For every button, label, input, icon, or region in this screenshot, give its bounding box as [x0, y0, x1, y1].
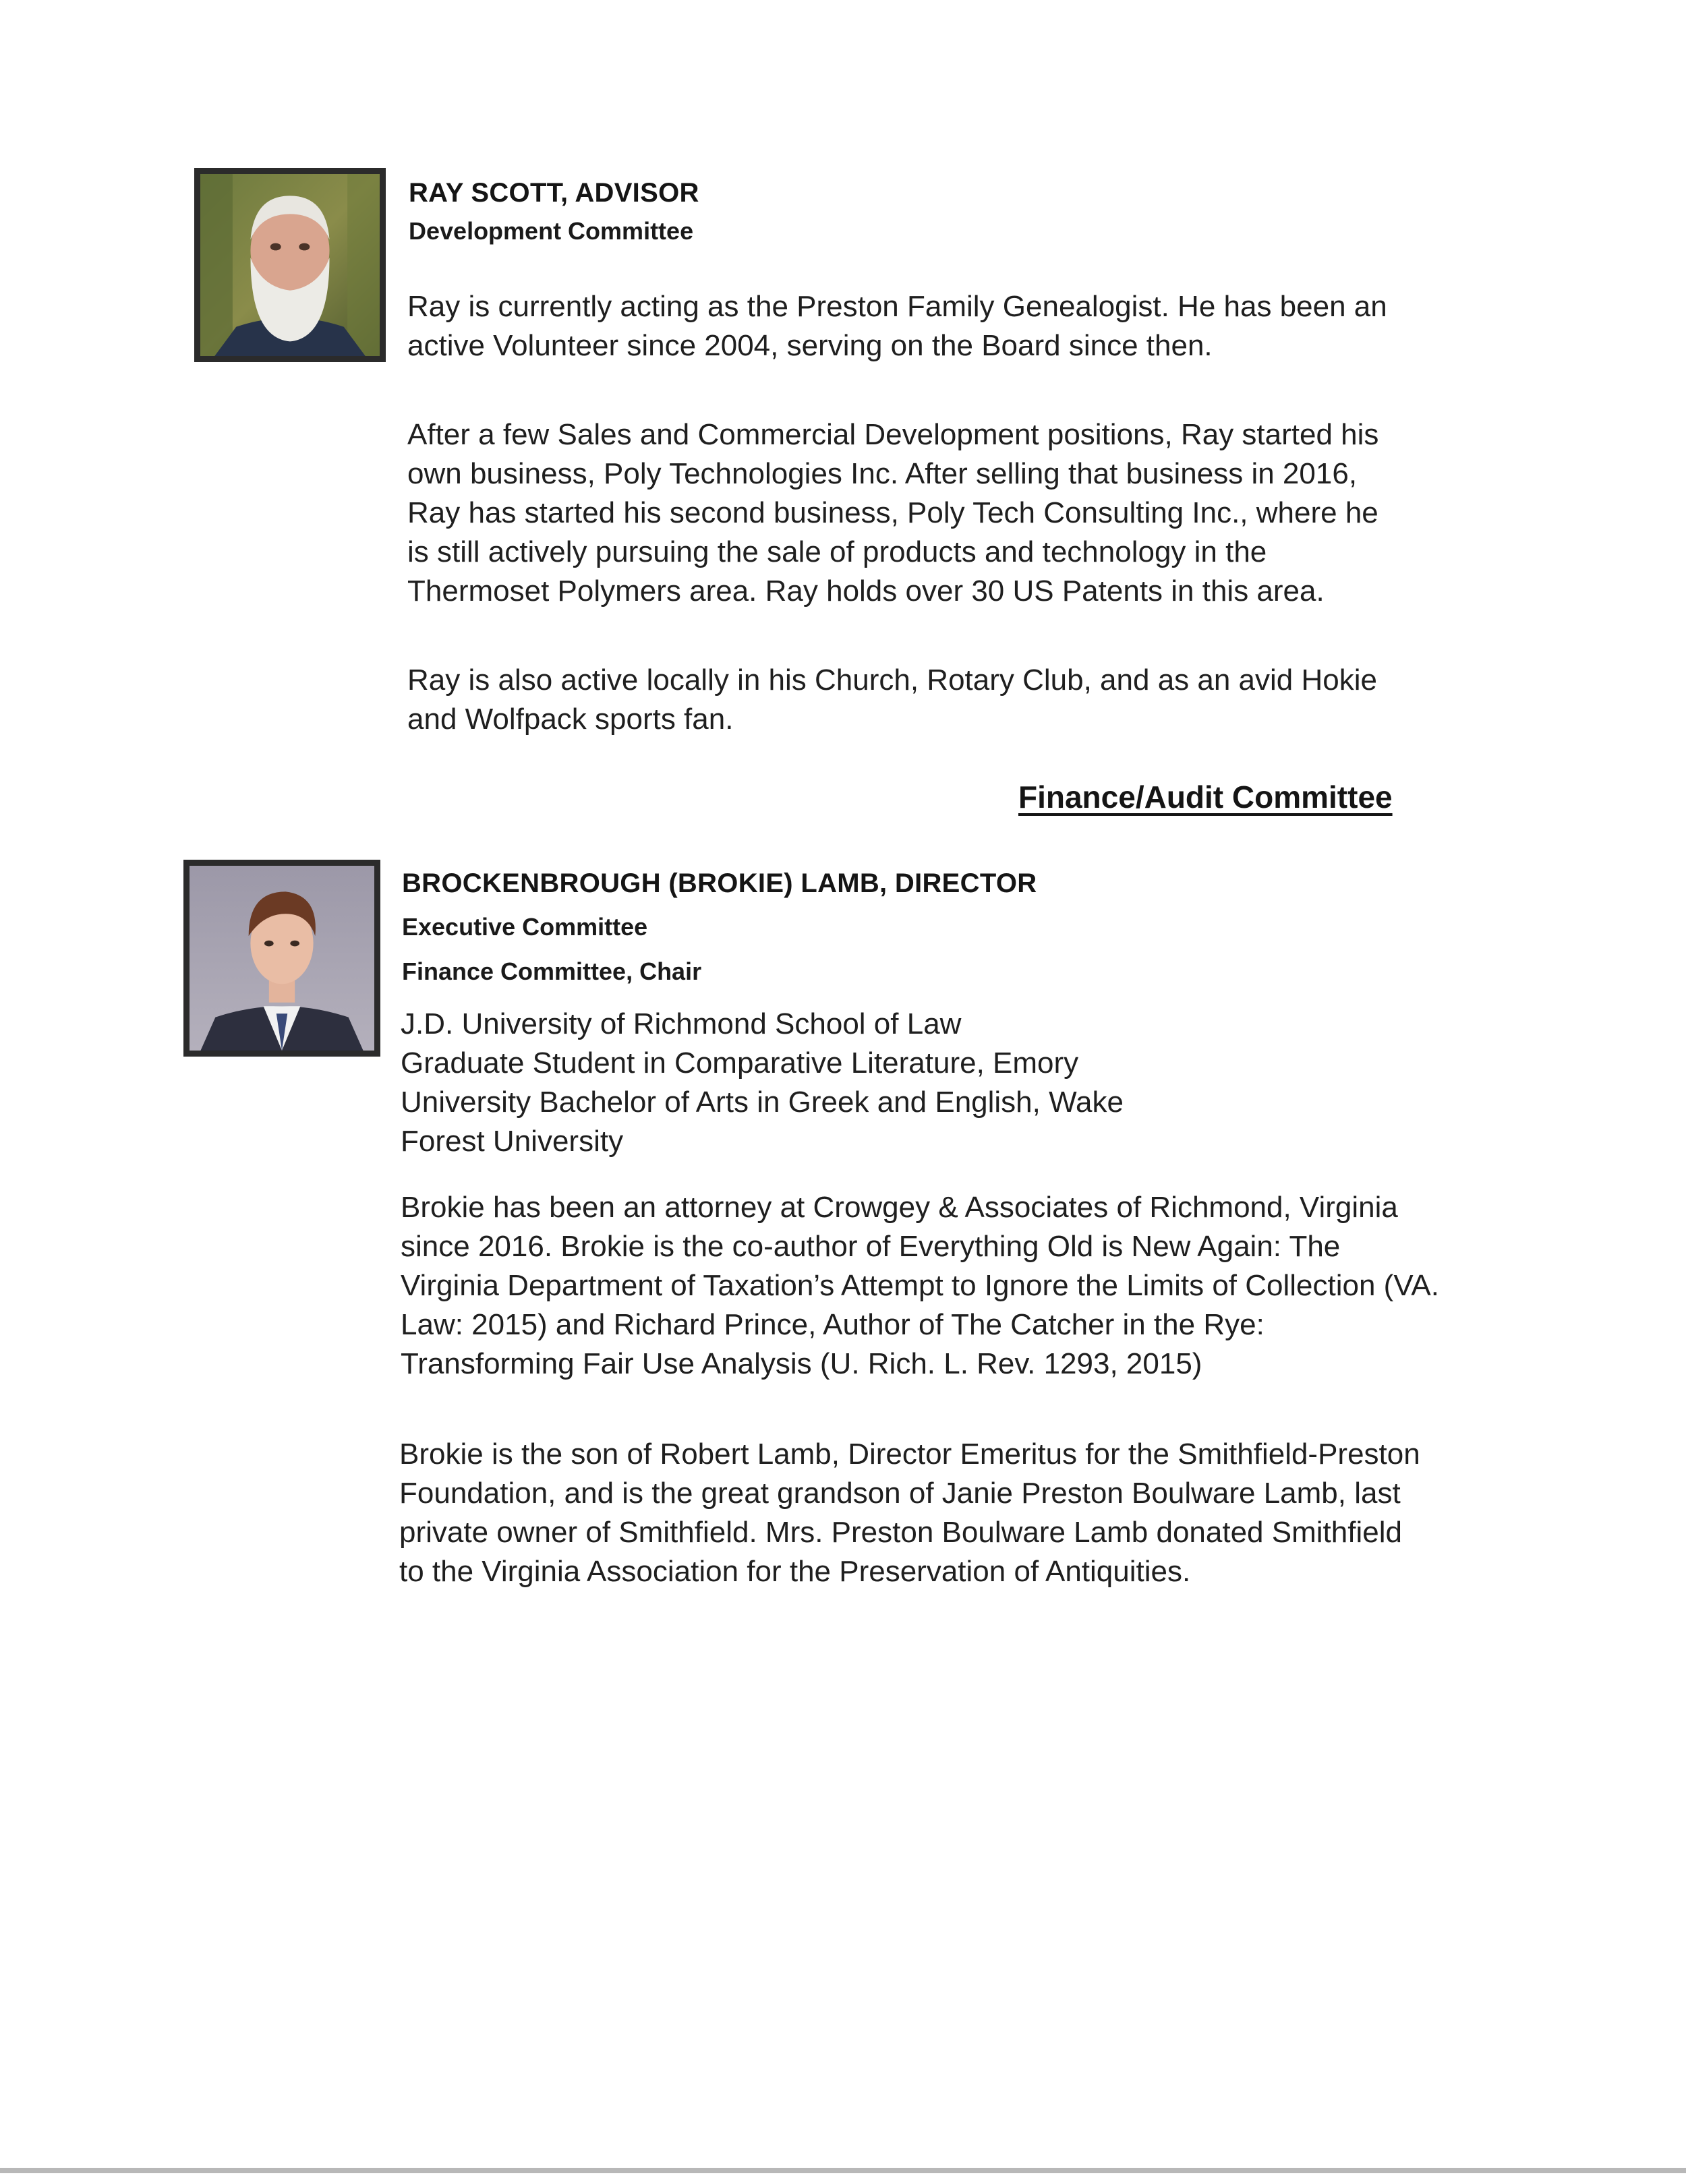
brokie-lamb-paragraph-1: Brokie has been an attorney at Crowgey & Associates of Richmond, Virginia since 2016. Brokie is the co-author of Everything Old is New Again: The Virginia Department of Taxation’s Attempt to Ignore the Limits of Collection (VA. Law: 2015) and Richard Prince, Author of The Catcher in the Rye: Transforming Fair Use Analysis (U. Rich. L. Rev. 1293, 2015) — [401, 1191, 1439, 1380]
brokie-lamb-committee-executive: Executive Committee — [402, 913, 648, 941]
ray-scott-committee: Development Committee — [409, 217, 694, 245]
brokie-lamb-education — [401, 1005, 1277, 1161]
ray-scott-paragraph-2: After a few Sales and Commercial Development positions, Ray started his own business, Poly Technologies Inc. After selling that business in 2016, Ray has started his second business, Poly Tech Consulting Inc., where he is still actively pursuing the sale of products and technology in the Thermoset Polymers area. Ray holds over 30 US Patents in this area. — [407, 418, 1379, 608]
education-line: University Bachelor of Arts in Greek and English, Wake — [401, 1086, 1124, 1119]
education-line: Graduate Student in Comparative Literature, Emory — [401, 1046, 1079, 1080]
brokie-lamb-committee-finance: Finance Committee, Chair — [402, 957, 702, 985]
brokie-lamb-paragraph-2: Brokie is the son of Robert Lamb, Director Emeritus for the Smithfield-Preston Foundation, and is the great grandson of Janie Preston Boulware Lamb, last private owner of Smithfield. Mrs. Preston Boulware Lamb donated Smithfield to the Virginia Association for the Preservation of Antiquities. — [399, 1438, 1420, 1588]
finance-audit-heading: Finance/Audit Committee — [1018, 779, 1393, 815]
ray-scott-photo — [194, 168, 386, 362]
brokie-lamb-name: BROCKENBROUGH (BROKIE) LAMB, DIRECTOR — [402, 868, 1037, 898]
brokie-lamb-photo — [183, 860, 380, 1057]
education-line: J.D. University of Richmond School of Law — [401, 1007, 962, 1040]
ray-scott-name: RAY SCOTT, ADVISOR — [409, 178, 699, 208]
page-bottom-edge — [0, 2168, 1686, 2173]
ray-scott-paragraph-3: Ray is also active locally in his Church, Rotary Club, and as an avid Hokie and Wolfpack sports fan. — [407, 663, 1377, 736]
education-line: Forest University — [401, 1125, 624, 1158]
ray-scott-paragraph-1: Ray is currently acting as the Preston Family Genealogist. He has been an active Volunteer since 2004, serving on the Board since then. — [407, 290, 1387, 362]
